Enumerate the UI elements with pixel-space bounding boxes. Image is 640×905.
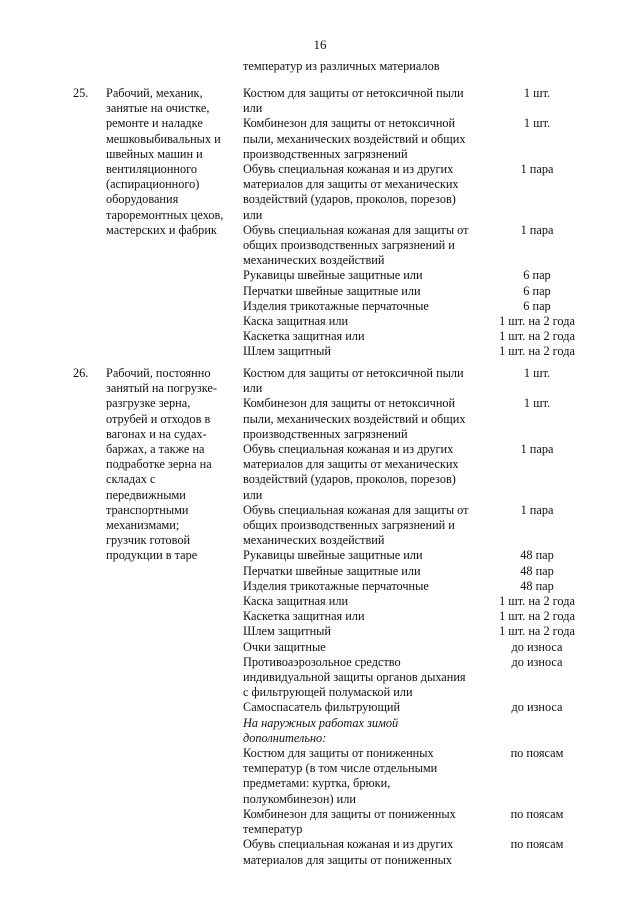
ppe-item-name bbox=[243, 594, 487, 609]
ppe-item-name bbox=[243, 329, 487, 344]
ppe-item bbox=[243, 624, 588, 639]
ppe-item-name-line: Обувь специальная кожаная для защиты от bbox=[243, 502, 469, 517]
ppe-item-quantity: 1 пара bbox=[520, 442, 554, 457]
ppe-item-quantity: по поясам bbox=[510, 837, 564, 852]
ppe-item bbox=[243, 396, 588, 442]
ppe-item-name-line: или bbox=[243, 207, 263, 222]
ppe-item-name-line: или bbox=[243, 487, 263, 502]
ppe-item-name bbox=[243, 503, 487, 549]
ppe-item-name-line: материалов для защиты от механических bbox=[243, 457, 459, 472]
ppe-item-name-line: с фильтрующей полумаской или bbox=[243, 685, 413, 700]
job-title-line: вагонах и на судах- bbox=[106, 426, 207, 441]
ppe-item-quantity: 48 пар bbox=[520, 578, 554, 593]
ppe-item-name bbox=[243, 366, 487, 396]
ppe-item-name bbox=[243, 396, 487, 442]
ppe-item bbox=[243, 837, 588, 867]
ppe-item-quantity: 1 шт. на 2 года bbox=[499, 329, 575, 344]
ppe-item-name bbox=[243, 746, 487, 807]
ppe-item bbox=[243, 344, 588, 359]
ppe-item bbox=[243, 268, 588, 283]
ppe-item-name-line: температур bbox=[243, 822, 303, 837]
ppe-item-name bbox=[243, 579, 487, 594]
ppe-item-quantity: по поясам bbox=[510, 806, 564, 821]
ppe-item-name-line: механических воздействий bbox=[243, 533, 385, 548]
job-title-line: механизмами; bbox=[106, 518, 180, 533]
job-title-line: ремонте и наладке bbox=[106, 116, 203, 131]
ppe-item bbox=[243, 329, 588, 344]
ppe-item-name bbox=[243, 564, 487, 579]
ppe-item bbox=[243, 548, 588, 563]
ppe-item-name-line: Противоаэрозольное средство bbox=[243, 654, 401, 669]
ppe-item bbox=[243, 564, 588, 579]
ppe-item-name bbox=[243, 314, 487, 329]
ppe-item-name-line: Перчатки швейные защитные или bbox=[243, 563, 421, 578]
ppe-item-quantity: 1 шт. bbox=[523, 396, 551, 411]
ppe-item bbox=[243, 700, 588, 715]
ppe-item-name-line: или bbox=[243, 381, 263, 396]
ppe-item-name bbox=[243, 655, 487, 701]
job-title-line: оборудования bbox=[106, 192, 179, 207]
job-title-line: передвижными bbox=[106, 487, 186, 502]
ppe-item bbox=[243, 609, 588, 624]
ppe-item-quantity: 1 шт. на 2 года bbox=[499, 344, 575, 359]
ppe-item bbox=[243, 716, 588, 746]
ppe-items bbox=[243, 366, 588, 868]
ppe-item-name-line: Костюм для защиты от нетоксичной пыли bbox=[243, 86, 464, 100]
ppe-item-name bbox=[243, 807, 487, 837]
ppe-item-name-line: Очки защитные bbox=[243, 639, 326, 654]
ppe-item-quantity: 1 пара bbox=[520, 162, 554, 177]
job-title-line: разгрузке зерна, bbox=[106, 396, 191, 411]
ppe-item-name-line: Костюм для защиты от нетоксичной пыли bbox=[243, 366, 464, 380]
ppe-item-quantity: 1 пара bbox=[520, 502, 554, 517]
ppe-item bbox=[243, 86, 588, 116]
ppe-item-name-line: Комбинезон для защиты от нетоксичной bbox=[243, 116, 456, 131]
ppe-item-name bbox=[243, 442, 487, 503]
ppe-item-name-line: дополнительно: bbox=[243, 730, 327, 745]
ppe-item bbox=[243, 223, 588, 269]
ppe-item-name-line: Обувь специальная кожаная и из других bbox=[243, 162, 454, 177]
ppe-item-name-line: Каскетка защитная или bbox=[243, 609, 365, 624]
job-title-line: (аспирационного) bbox=[106, 177, 200, 192]
job-title-line: Рабочий, постоянно bbox=[106, 366, 211, 380]
ppe-item-name-line: или bbox=[243, 101, 263, 116]
continuation-text: температур из различных материалов bbox=[243, 59, 440, 73]
job-title-line: мешковыбивальных и bbox=[106, 131, 221, 146]
ppe-item-name bbox=[243, 344, 487, 359]
job-title-line: транспортными bbox=[106, 502, 189, 517]
ppe-item-quantity: до износа bbox=[511, 654, 563, 669]
job-title-line: отрубей и отходов в bbox=[106, 411, 211, 426]
ppe-item-name bbox=[243, 700, 487, 715]
ppe-item-name-line: Каскетка защитная или bbox=[243, 329, 365, 344]
ppe-item-name-line: Рукавицы швейные защитные или bbox=[243, 268, 423, 283]
ppe-item bbox=[243, 594, 588, 609]
ppe-item-quantity: 1 шт. bbox=[523, 116, 551, 131]
ppe-item-quantity: 1 шт. на 2 года bbox=[499, 624, 575, 639]
ppe-item-name bbox=[243, 116, 487, 162]
ppe-item-name-line: воздействий (ударов, проколов, порезов) bbox=[243, 472, 456, 487]
ppe-item-name-line: На наружных работах зимой bbox=[243, 715, 399, 730]
ppe-item-name bbox=[243, 284, 487, 299]
ppe-item-name-line: Изделия трикотажные перчаточные bbox=[243, 298, 429, 313]
job-title-line: мастерских и фабрик bbox=[106, 222, 217, 237]
ppe-item-name bbox=[243, 162, 487, 223]
ppe-item-name bbox=[243, 268, 487, 283]
ppe-item-name bbox=[243, 86, 487, 116]
ppe-item-quantity: 1 шт. bbox=[523, 366, 551, 380]
ppe-item bbox=[243, 640, 588, 655]
ppe-item-name bbox=[243, 299, 487, 314]
job-title-line: складах с bbox=[106, 472, 156, 487]
ppe-item bbox=[243, 314, 588, 329]
ppe-item bbox=[243, 655, 588, 701]
entry-number: 25. bbox=[73, 86, 89, 100]
ppe-item-quantity: 1 пара bbox=[520, 222, 554, 237]
ppe-item-quantity: 1 шт. на 2 года bbox=[499, 314, 575, 329]
ppe-item-name-line: Обувь специальная кожаная и из других bbox=[243, 442, 454, 457]
job-title-line: продукции в таре bbox=[106, 548, 198, 563]
ppe-item-name-line: Рукавицы швейные защитные или bbox=[243, 548, 423, 563]
ppe-item-name-line: Костюм для защиты от пониженных bbox=[243, 746, 434, 761]
ppe-item-name-line: Изделия трикотажные перчаточные bbox=[243, 578, 429, 593]
ppe-item-quantity: 1 шт. на 2 года bbox=[499, 594, 575, 609]
ppe-item-name-line: индивидуальной защиты органов дыхания bbox=[243, 670, 466, 685]
ppe-item-name-line: Комбинезон для защиты от нетоксичной bbox=[243, 396, 456, 411]
ppe-item-name-line: общих производственных загрязнений и bbox=[243, 518, 455, 533]
ppe-item-name bbox=[243, 624, 487, 639]
ppe-item-name-line: производственных загрязнений bbox=[243, 426, 408, 441]
ppe-item bbox=[243, 442, 588, 503]
ppe-item-quantity: по поясам bbox=[510, 746, 564, 761]
ppe-item-name bbox=[243, 548, 487, 563]
ppe-item bbox=[243, 503, 588, 549]
ppe-item-quantity: 1 шт. на 2 года bbox=[499, 609, 575, 624]
ppe-item bbox=[243, 366, 588, 396]
job-title-line: грузчик готовой bbox=[106, 533, 191, 548]
ppe-item-name-line: производственных загрязнений bbox=[243, 146, 408, 161]
ppe-item-quantity: 48 пар bbox=[520, 563, 554, 578]
ppe-item bbox=[243, 746, 588, 807]
ppe-item bbox=[243, 284, 588, 299]
ppe-item-name bbox=[243, 640, 487, 655]
job-title-line: занятый на погрузке- bbox=[106, 381, 217, 396]
page-number: 16 bbox=[313, 37, 327, 52]
ppe-item-name-line: пыли, механических воздействий и общих bbox=[243, 131, 466, 146]
ppe-item-name-line: механических воздействий bbox=[243, 253, 385, 268]
job-title-line: подработке зерна на bbox=[106, 457, 212, 472]
ppe-item-name-line: Шлем защитный bbox=[243, 624, 332, 639]
ppe-item-name-line: предметами: куртка, брюки, bbox=[243, 776, 391, 791]
ppe-item-name bbox=[243, 609, 487, 624]
ppe-item-name bbox=[243, 837, 487, 867]
job-title bbox=[106, 366, 236, 564]
ppe-item-name-line: общих производственных загрязнений и bbox=[243, 238, 455, 253]
ppe-item-name-line: воздействий (ударов, проколов, порезов) bbox=[243, 192, 456, 207]
ppe-item-name-line: Обувь специальная кожаная и из других bbox=[243, 837, 454, 852]
ppe-item-name-line: Шлем защитный bbox=[243, 344, 332, 359]
ppe-item-name-line: Комбинезон для защиты от пониженных bbox=[243, 806, 456, 821]
ppe-item-name-line: пыли, механических воздействий и общих bbox=[243, 411, 466, 426]
ppe-item-name-line: полукомбинезон) или bbox=[243, 791, 356, 806]
ppe-item-quantity: до износа bbox=[511, 700, 563, 715]
ppe-item-name-line: Самоспасатель фильтрующий bbox=[243, 700, 401, 715]
job-title-line: тароремонтных цехов, bbox=[106, 207, 224, 222]
ppe-item-quantity: до износа bbox=[511, 639, 563, 654]
ppe-item-quantity: 6 пар bbox=[523, 283, 551, 298]
ppe-item-name-line: температур (в том числе отдельными bbox=[243, 761, 438, 776]
ppe-items bbox=[243, 86, 588, 360]
entry-number: 26. bbox=[73, 366, 89, 380]
ppe-item-quantity: 6 пар bbox=[523, 268, 551, 283]
job-title-line: Рабочий, механик, bbox=[106, 86, 203, 100]
ppe-item-quantity: 48 пар bbox=[520, 548, 554, 563]
ppe-item-name bbox=[243, 223, 487, 269]
ppe-item-quantity: 1 шт. bbox=[523, 86, 551, 100]
ppe-item bbox=[243, 116, 588, 162]
ppe-item-name-line: Каска защитная или bbox=[243, 314, 349, 329]
ppe-item bbox=[243, 299, 588, 314]
ppe-item-name bbox=[243, 716, 487, 746]
ppe-item bbox=[243, 162, 588, 223]
ppe-item-name-line: Перчатки швейные защитные или bbox=[243, 283, 421, 298]
ppe-item-name-line: Обувь специальная кожаная для защиты от bbox=[243, 222, 469, 237]
ppe-item bbox=[243, 579, 588, 594]
job-title-line: занятые на очистке, bbox=[106, 101, 210, 116]
job-title-line: вентиляционного bbox=[106, 162, 198, 177]
ppe-item-name-line: материалов для защиты от механических bbox=[243, 177, 459, 192]
ppe-item-name-line: Каска защитная или bbox=[243, 594, 349, 609]
job-title-line: баржах, а также на bbox=[106, 442, 205, 457]
job-title-line: швейных машин и bbox=[106, 146, 203, 161]
ppe-item-name-line: материалов для защиты от пониженных bbox=[243, 852, 453, 867]
ppe-item bbox=[243, 807, 588, 837]
job-title bbox=[106, 86, 236, 238]
ppe-item-quantity: 6 пар bbox=[523, 298, 551, 313]
